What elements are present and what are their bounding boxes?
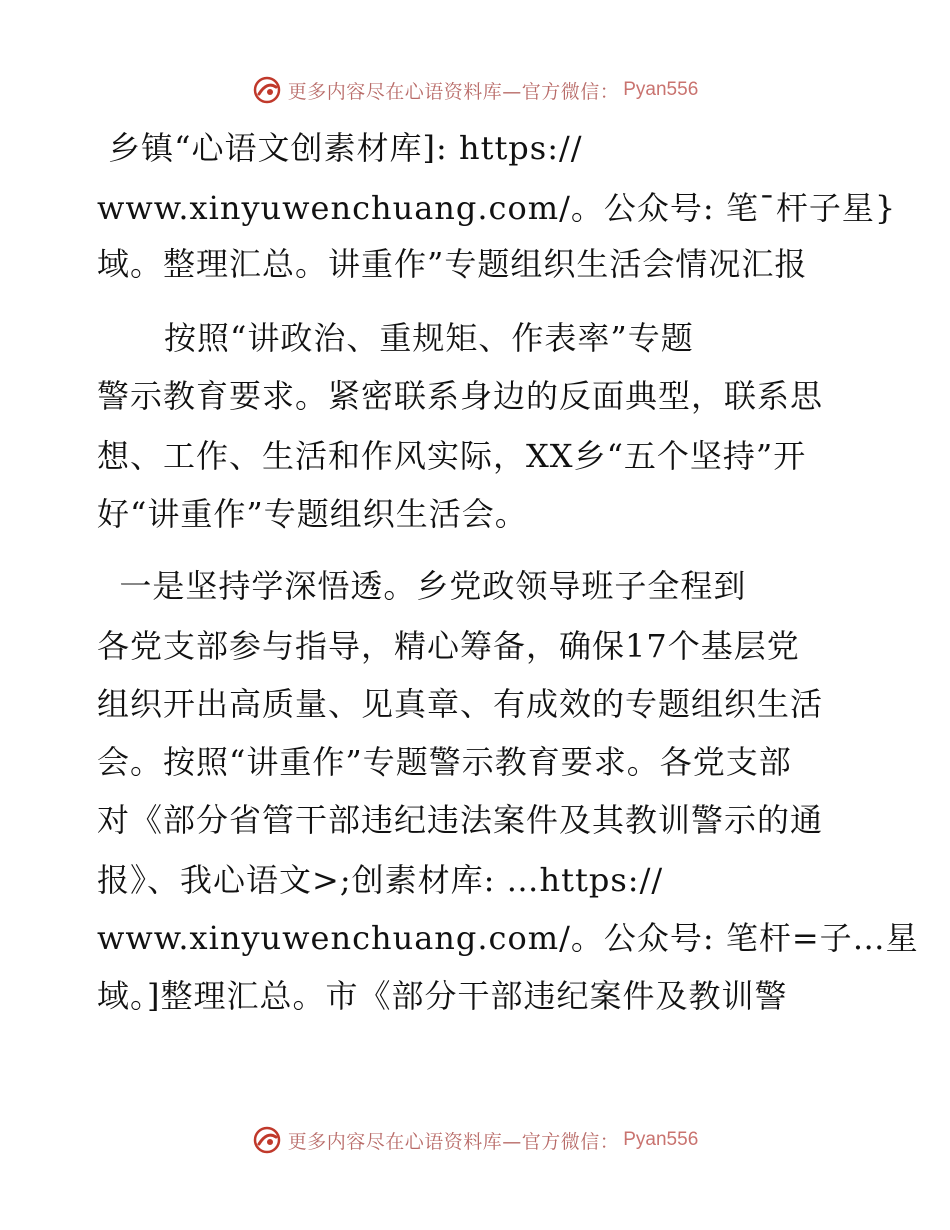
body-line: 想、工作、生活和作风实际，XX乡“五个坚持”开 [97, 437, 807, 475]
body-line: 各党支部参与指导，精心筹备，确保17个基层党 [97, 627, 800, 665]
body-line: 域。]整理汇总。市《部分干部违纪案件及教训警 [97, 977, 788, 1015]
footer-banner-text: 更多内容尽在心语资料库—官方微信： [287, 1130, 620, 1153]
body-line: www.xinyuwenchuang.com/。公众号: 笔¯杆子星} [97, 189, 897, 227]
footer-wechat-account: Pyan556 [623, 1129, 699, 1150]
body-line: 会。按照“讲重作”专题警示教育要求。各党支部 [97, 743, 792, 781]
body-line: 报》、我心语文>;创素材库: …https:// [97, 861, 664, 899]
brand-logo-icon [252, 75, 282, 105]
header-wechat-account: Pyan556 [623, 79, 699, 100]
body-line: 组织开出高质量、见真章、有成效的专题组织生活 [97, 685, 824, 723]
header-banner [0, 70, 950, 110]
brand-logo-icon [252, 1125, 282, 1155]
body-line: 域。整理汇总。讲重作”专题组织生活会情况汇报 [97, 245, 808, 283]
header-banner-text: 更多内容尽在心语资料库—官方微信： [287, 80, 620, 103]
body-line: 乡镇“心语文创素材库]: https:// [97, 129, 583, 167]
body-line: www.xinyuwenchuang.com/。公众号: 笔杆=子…星 [97, 919, 919, 957]
footer-banner [0, 1120, 950, 1160]
body-line: 一是坚持学深悟透。乡党政领导班子全程到 [97, 567, 747, 605]
body-line: 按照“讲政治、重规矩、作表率”专题 [97, 319, 694, 357]
body-line: 好“讲重作”专题组织生活会。 [97, 495, 528, 533]
body-line: 警示教育要求。紧密联系身边的反面典型，联系思 [97, 377, 824, 415]
body-line: 对《部分省管干部违纪违法案件及其教训警示的通 [97, 801, 824, 839]
